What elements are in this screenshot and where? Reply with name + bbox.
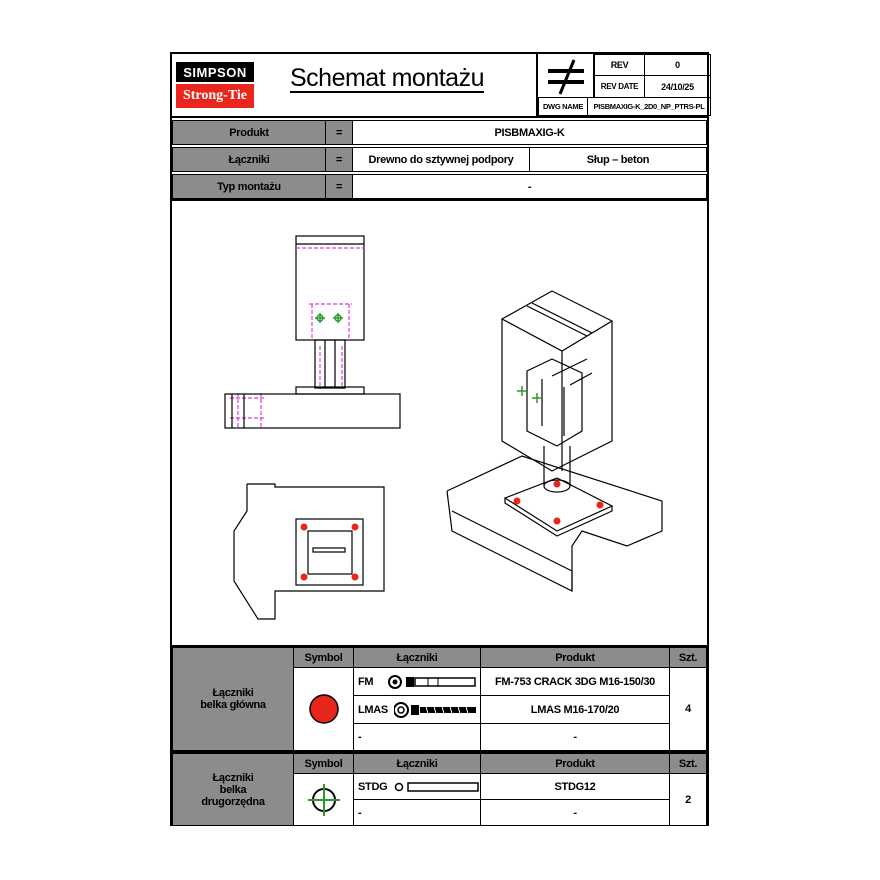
table2-col-symbol: Symbol xyxy=(293,753,354,774)
table2-group-label: Łączniki belka drugorzędna xyxy=(172,753,294,826)
anchor-bolt-icon xyxy=(388,672,478,692)
strong-tie-logo: Strong-Tie xyxy=(176,84,254,108)
drawing-sheet xyxy=(170,52,709,826)
table1-produkt-2: LMAS M16-170/20 xyxy=(480,695,670,724)
table2-produkt-2: - xyxy=(480,799,670,826)
red-dot-symbol-icon xyxy=(293,667,354,751)
table1-row-3-code: - xyxy=(353,723,481,751)
page-title: Schemat montażu xyxy=(290,64,484,92)
fastener-code: LMAS xyxy=(358,703,388,716)
not-equal-icon xyxy=(538,54,594,98)
produkt-label: Produkt xyxy=(172,120,326,145)
typ-value: - xyxy=(352,174,707,199)
simpson-logo: SIMPSON xyxy=(176,62,254,82)
dowel-icon xyxy=(394,779,480,795)
table2-qty: 2 xyxy=(669,773,707,826)
table2-col-produkt: Produkt xyxy=(480,753,670,774)
fastener-code: FM xyxy=(358,675,374,688)
fastener-code: STDG xyxy=(358,780,388,793)
table2-col-szt: Szt. xyxy=(669,753,707,774)
table1-col-szt: Szt. xyxy=(669,647,707,668)
produkt-equals: = xyxy=(325,120,353,145)
laczniki-value-2: Słup – beton xyxy=(529,147,707,172)
produkt-value: PISBMAXIG-K xyxy=(352,120,707,145)
typ-label: Typ montażu xyxy=(172,174,326,199)
rev-label: REV xyxy=(594,54,645,76)
laczniki-label: Łączniki xyxy=(172,147,326,172)
table1-produkt-3: - xyxy=(480,723,670,751)
title-block xyxy=(536,54,709,116)
dwg-name-value: PISBMAXIG-K_2D0_NP_PTRS-PL xyxy=(587,97,711,116)
table2-row-2-code: - xyxy=(353,799,481,826)
table1-col-produkt: Produkt xyxy=(480,647,670,668)
table2-col-laczniki: Łączniki xyxy=(353,753,481,774)
table1-col-laczniki: Łączniki xyxy=(353,647,481,668)
rev-value: 0 xyxy=(644,54,711,76)
dwg-name-label: DWG NAME xyxy=(538,97,588,116)
assembly-drawing xyxy=(172,201,707,645)
table2-produkt-1: STDG12 xyxy=(480,773,670,800)
table1-produkt-1: FM-753 CRACK 3DG M16-150/30 xyxy=(480,667,670,696)
screw-anchor-icon xyxy=(394,700,480,720)
table-row xyxy=(353,667,481,696)
table1-group-label: Łączniki belka główna xyxy=(172,647,294,751)
table-row xyxy=(353,695,481,724)
rev-date-value: 24/10/25 xyxy=(644,75,711,98)
typ-equals: = xyxy=(325,174,353,199)
laczniki-equals: = xyxy=(325,147,353,172)
crosshair-symbol-icon xyxy=(293,773,354,826)
rev-date-label: REV DATE xyxy=(594,75,645,98)
laczniki-value-1: Drewno do sztywnej podpory xyxy=(352,147,530,172)
table1-qty: 4 xyxy=(669,667,707,751)
table-row xyxy=(353,773,481,800)
table1-col-symbol: Symbol xyxy=(293,647,354,668)
